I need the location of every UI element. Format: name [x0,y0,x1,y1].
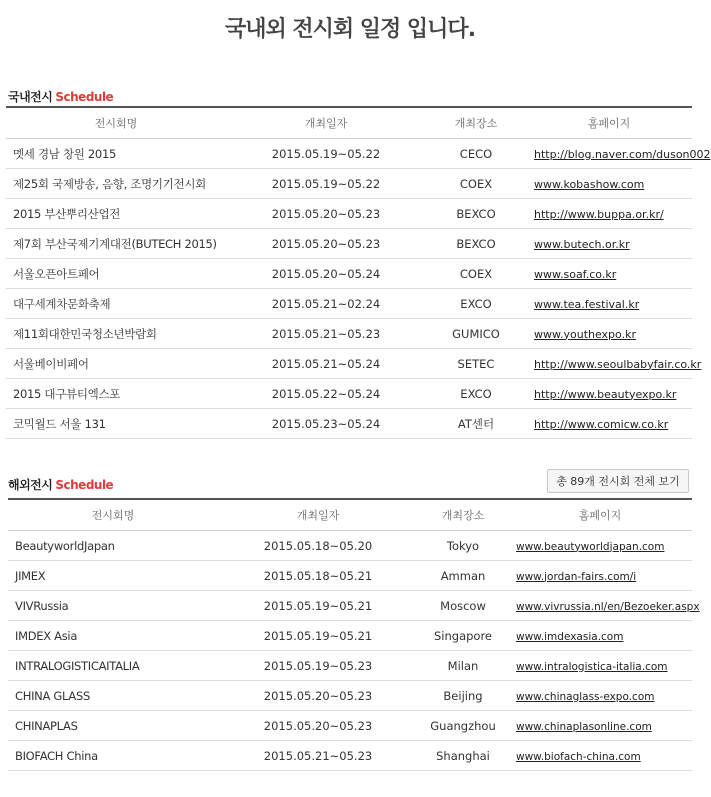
exhibition-venue: AT센터 [426,409,526,439]
exhibition-homepage-link[interactable]: www.intralogistica-italia.com [516,660,668,673]
overseas-table-row [8,681,692,711]
domestic-table-row [6,409,692,439]
domestic-table-row [6,289,692,319]
exhibition-name: 코믹월드 서울 131 [6,409,226,439]
exhibition-name: 제7회 부산국제기계대전(BUTECH 2015) [6,229,226,259]
domestic-table-row [6,349,692,379]
exhibition-homepage-cell [508,741,692,771]
exhibition-name: CHINA GLASS [8,681,218,711]
exhibition-name: INTRALOGISTICAITALIA [8,651,218,681]
exhibition-name: VIVRussia [8,591,218,621]
exhibition-homepage-cell [526,199,692,229]
exhibition-date: 2015.05.20~05.24 [226,259,426,289]
exhibition-venue: GUMICO [426,319,526,349]
exhibition-homepage-link[interactable]: http://blog.naver.com/duson002 [534,147,711,161]
table-header-row [6,108,692,139]
exhibition-name: 대구세계차문화축제 [6,289,226,319]
exhibition-homepage-cell [508,621,692,651]
exhibition-homepage-cell [508,681,692,711]
exhibition-homepage-cell [526,409,692,439]
domestic-table-row [6,139,692,169]
exhibition-venue: Singapore [418,621,508,651]
exhibition-homepage-link[interactable]: http://www.beautyexpo.kr [534,387,677,401]
exhibition-date: 2015.05.20~05.23 [226,229,426,259]
column-header-date: 개최일자 [226,108,426,139]
exhibition-homepage-cell [508,531,692,561]
exhibition-date: 2015.05.19~05.21 [218,621,418,651]
domestic-schedule-table [6,108,711,439]
overseas-table-row [8,651,692,681]
exhibition-date: 2015.05.20~05.23 [218,711,418,741]
domestic-heading-ko: 국내전시 [8,90,53,104]
table-header-row [8,500,692,531]
exhibition-homepage-link[interactable]: www.chinaplasonline.com [516,720,652,733]
exhibition-venue: EXCO [426,379,526,409]
exhibition-venue: CECO [426,139,526,169]
exhibition-name: BIOFACH China [8,741,218,771]
exhibition-homepage-cell [508,651,692,681]
exhibition-name: 서울오픈아트페어 [6,259,226,289]
column-header-homepage: 홈페이지 [526,108,692,139]
domestic-heading-en: Schedule [55,90,114,104]
overseas-table-row [8,531,692,561]
overseas-section-heading [8,476,113,492]
exhibition-venue: Milan [418,651,508,681]
exhibition-homepage-link[interactable]: www.tea.festival.kr [534,297,640,311]
exhibition-homepage-link[interactable]: www.jordan-fairs.com/i [516,570,637,583]
exhibition-homepage-cell [526,289,692,319]
exhibition-homepage-link[interactable]: http://www.seoulbabyfair.co.kr [534,357,702,371]
column-header-venue: 개최장소 [426,108,526,139]
domestic-table-row [6,229,692,259]
exhibition-name: IMDEX Asia [8,621,218,651]
column-header-date: 개최일자 [218,500,418,531]
overseas-heading-ko: 해외전시 [8,478,53,492]
exhibition-homepage-cell [526,259,692,289]
domestic-table-row [6,169,692,199]
view-all-exhibitions-button[interactable]: 총 89개 전시회 전체 보기 [547,469,689,493]
exhibition-date: 2015.05.21~05.23 [218,741,418,771]
exhibition-homepage-link[interactable]: www.vivrussia.nl/en/Bezoeker.aspx [516,600,700,613]
column-header-venue: 개최장소 [418,500,508,531]
exhibition-venue: BEXCO [426,229,526,259]
exhibition-venue: BEXCO [426,199,526,229]
exhibition-date: 2015.05.22~05.24 [226,379,426,409]
exhibition-date: 2015.05.19~05.21 [218,591,418,621]
exhibition-homepage-cell [526,139,711,169]
exhibition-homepage-cell [508,711,692,741]
exhibition-homepage-cell [508,561,692,591]
exhibition-homepage-link[interactable]: www.youthexpo.kr [534,327,636,341]
exhibition-homepage-cell [526,229,692,259]
exhibition-homepage-link[interactable]: www.chinaglass-expo.com [516,690,655,703]
column-header-name: 전시회명 [8,500,218,531]
overseas-table-row [8,591,692,621]
exhibition-homepage-link[interactable]: www.beautyworldjapan.com [516,540,665,553]
exhibition-homepage-cell [526,169,692,199]
exhibition-homepage-link[interactable]: www.imdexasia.com [516,630,624,643]
exhibition-homepage-cell [526,319,692,349]
exhibition-name: 제25회 국제방송, 음향, 조명기기전시회 [6,169,226,199]
exhibition-date: 2015.05.21~02.24 [226,289,426,319]
domestic-table-row [6,259,692,289]
exhibition-homepage-link[interactable]: http://www.comicw.co.kr [534,417,669,431]
exhibition-date: 2015.05.20~05.23 [226,199,426,229]
exhibition-name: 제11회대한민국청소년박람회 [6,319,226,349]
exhibition-venue: Amman [418,561,508,591]
overseas-table-row [8,741,692,771]
exhibition-name: CHINAPLAS [8,711,218,741]
overseas-table-row [8,711,692,741]
exhibition-date: 2015.05.19~05.22 [226,139,426,169]
exhibition-name: 서울베이비페어 [6,349,226,379]
exhibition-venue: EXCO [426,289,526,319]
exhibition-name: 멧세 경남 창원 2015 [6,139,226,169]
page-title: 국내외 전시회 일정 입니다. [224,17,476,42]
exhibition-homepage-link[interactable]: www.biofach-china.com [516,750,641,763]
exhibition-venue: Moscow [418,591,508,621]
exhibition-date: 2015.05.21~05.23 [226,319,426,349]
domestic-table-row [6,379,692,409]
exhibition-date: 2015.05.18~05.21 [218,561,418,591]
column-header-name: 전시회명 [6,108,226,139]
exhibition-homepage-link[interactable]: http://www.buppa.or.kr/ [534,207,664,221]
overseas-schedule-table [8,500,700,771]
exhibition-venue: Shanghai [418,741,508,771]
exhibition-name: JIMEX [8,561,218,591]
exhibition-date: 2015.05.18~05.20 [218,531,418,561]
exhibition-homepage-cell [526,379,692,409]
exhibition-name: 2015 대구뷰티엑스포 [6,379,226,409]
domestic-table-row [6,319,692,349]
exhibition-venue: COEX [426,259,526,289]
exhibition-date: 2015.05.19~05.23 [218,651,418,681]
exhibition-homepage-link[interactable]: www.soaf.co.kr [534,267,617,281]
exhibition-venue: Tokyo [418,531,508,561]
domestic-table-row [6,199,692,229]
overseas-heading-en: Schedule [55,478,114,492]
overseas-table-row [8,561,692,591]
exhibition-name: BeautyworldJapan [8,531,218,561]
exhibition-venue: Guangzhou [418,711,508,741]
exhibition-homepage-link[interactable]: www.kobashow.com [534,177,645,191]
exhibition-date: 2015.05.19~05.22 [226,169,426,199]
exhibition-date: 2015.05.23~05.24 [226,409,426,439]
exhibition-date: 2015.05.21~05.24 [226,349,426,379]
domestic-section-heading [8,88,113,104]
exhibition-name: 2015 부산뿌리산업전 [6,199,226,229]
exhibition-venue: Beijing [418,681,508,711]
exhibition-venue: COEX [426,169,526,199]
column-header-homepage: 홈페이지 [508,500,692,531]
exhibition-date: 2015.05.20~05.23 [218,681,418,711]
exhibition-homepage-link[interactable]: www.butech.or.kr [534,237,630,251]
exhibition-venue: SETEC [426,349,526,379]
exhibition-homepage-cell [508,591,700,621]
overseas-table-row [8,621,692,651]
exhibition-homepage-cell [526,349,702,379]
